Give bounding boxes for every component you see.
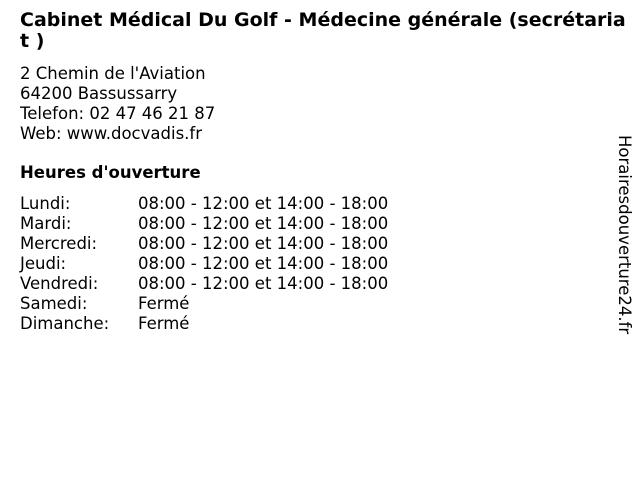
hours-value: Fermé [138,294,190,313]
day-label: Samedi: [20,294,88,313]
hours-value: 08:00 - 12:00 et 14:00 - 18:00 [138,254,389,273]
day-label: Jeudi: [20,254,67,273]
day-label: Mercredi: [20,234,98,253]
postal-city: 64200 Bassussarry [20,84,178,103]
hours-value: 08:00 - 12:00 et 14:00 - 18:00 [138,274,389,293]
day-label: Lundi: [20,194,71,213]
hours-value: 08:00 - 12:00 et 14:00 - 18:00 [138,214,389,233]
day-label: Mardi: [20,214,72,233]
page-title: Cabinet Médical Du Golf - Médecine générale (secrétariat ) [20,9,626,52]
day-label: Vendredi: [20,274,99,293]
hours-value: 08:00 - 12:00 et 14:00 - 18:00 [138,234,389,253]
address-block [20,64,215,144]
opening-hours-heading: Heures d'ouverture [20,163,201,182]
street-address: 2 Chemin de l'Aviation [20,64,206,83]
phone-number: Telefon: 02 47 46 21 87 [20,104,216,123]
day-label: Dimanche: [20,314,110,333]
site-watermark: Horairesdouverture24.fr [615,135,634,335]
hours-value: Fermé [138,314,190,333]
website: Web: www.docvadis.fr [20,124,202,143]
hours-value: 08:00 - 12:00 et 14:00 - 18:00 [138,194,389,213]
